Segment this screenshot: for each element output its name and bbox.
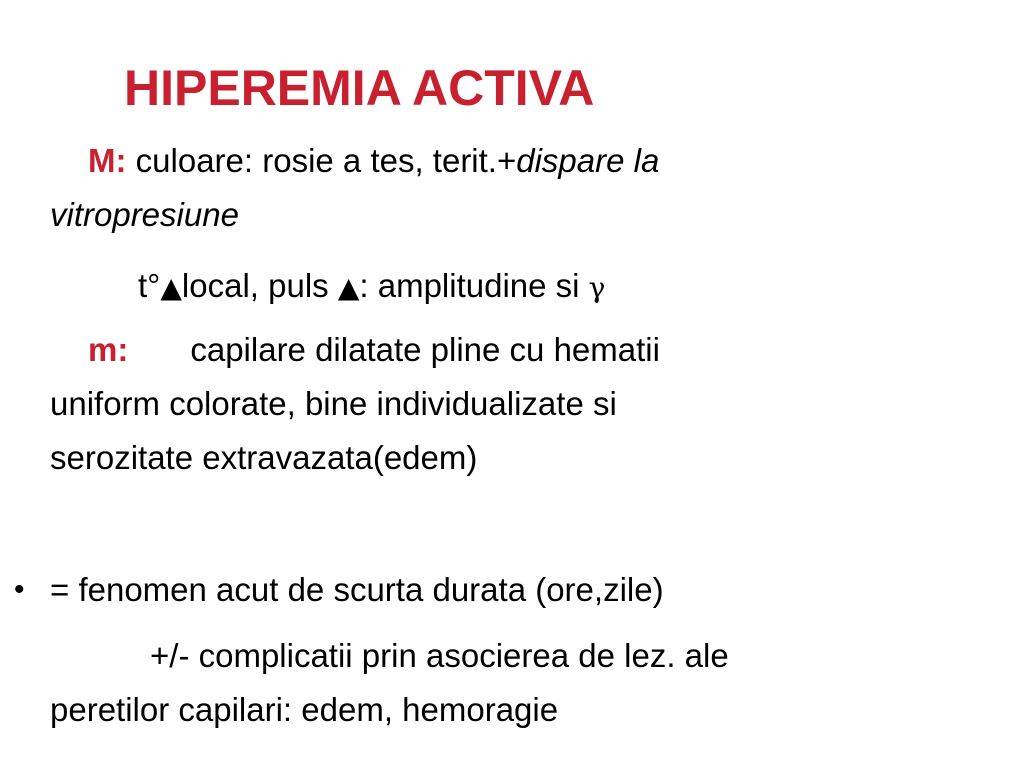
macro-line-2: vitropresiune <box>50 196 239 233</box>
gamma-symbol: γ <box>588 271 606 304</box>
temperature-line <box>138 260 1024 314</box>
slide-title: HIPEREMIA ACTIVA <box>124 60 595 116</box>
up-arrow-icon-2: ▲ <box>337 271 360 304</box>
up-arrow-icon: ▲ <box>160 271 182 304</box>
macro-text: culoare: rosie a tes, terit.+ <box>126 142 517 179</box>
bullet-text: = fenomen acut de scurta durata (ore,zile) <box>50 571 664 608</box>
macro-italic-text: dispare la <box>516 142 660 179</box>
amplitude-text: : amplitudine si <box>359 267 589 304</box>
micro-line-1-text: capilare dilatate pline cu hematii <box>190 331 660 368</box>
bullet-sub-line-1: +/- complicatii prin asocierea de lez. ale <box>150 637 729 674</box>
micro-line-2: uniform colorate, bine individualizate si <box>50 385 617 422</box>
macro-label: M: <box>88 142 127 179</box>
micro-line-1 <box>88 324 1024 376</box>
micro-label: m: <box>88 331 129 368</box>
micro-line-3: serozitate extravazata(edem) <box>50 439 478 476</box>
local-puls-text: local, puls <box>181 267 338 304</box>
macro-line-1 <box>88 135 1024 187</box>
bullet-icon: • <box>14 573 25 606</box>
bullet-sub-line-2: peretilor capilari: edem, hemoragie <box>50 691 559 728</box>
temperature-prefix: t° <box>138 267 161 304</box>
